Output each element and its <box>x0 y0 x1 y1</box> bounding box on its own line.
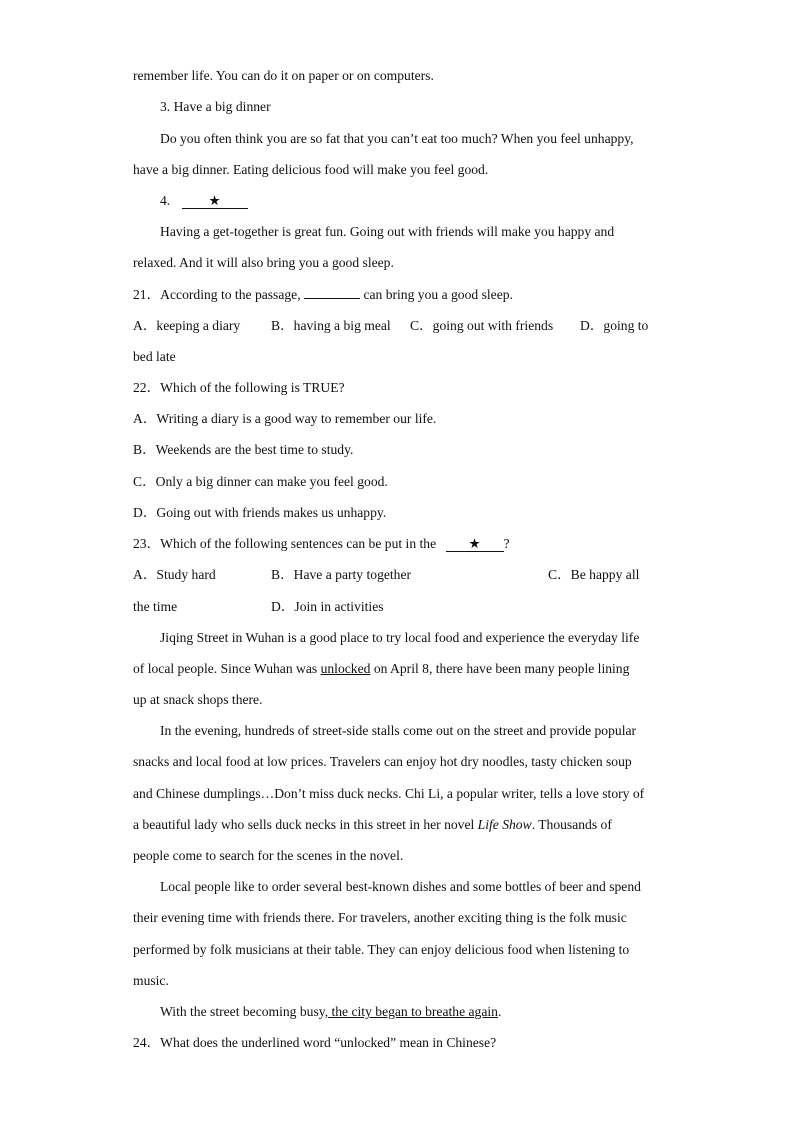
intro-line: remember life. You can do it on paper or on computers. <box>133 68 434 83</box>
option-a: A．keeping a diary <box>133 318 241 333</box>
tip-heading <box>160 192 248 210</box>
option-c: C．Be happy all <box>548 567 640 582</box>
question-text: 23．Which of the following sentences can be put in the <box>133 536 437 551</box>
option-c-continued: the time <box>133 599 178 614</box>
question-text: ? <box>503 536 510 551</box>
option-d: D．going to <box>580 318 649 333</box>
option-d: D．Join in activities <box>271 599 384 614</box>
tip-heading: 3. Have a big dinner <box>160 99 271 114</box>
passage-text: music. <box>133 973 169 988</box>
underlined-word: unlocked <box>320 661 371 676</box>
passage-text: and Chinese dumplings…Don’t miss duck necks. Chi Li, a popular writer, tells a love story of <box>133 786 645 801</box>
question-24-stem: 24．What does the underlined word “unlocked” mean in Chinese? <box>133 1035 497 1050</box>
passage-text: In the evening, hundreds of street-side stalls come out on the street and provide popular <box>160 723 637 738</box>
passage-text <box>133 816 612 834</box>
question-text: 21．According to the passage, <box>133 287 301 302</box>
option-b: B．Have a party together <box>271 567 412 582</box>
passage-text: their evening time with friends there. For travelers, another exciting thing is the folk music <box>133 910 627 925</box>
passage-text: a beautiful lady who sells duck necks in this street in her novel <box>133 817 478 832</box>
option-d: D．Going out with friends makes us unhappy. <box>133 505 387 520</box>
option-c: C．going out with friends <box>410 318 554 333</box>
passage-text <box>133 660 629 678</box>
passage-text: up at snack shops there. <box>133 692 263 707</box>
question-21-stem <box>133 286 513 304</box>
star-blank: ★ <box>446 536 504 552</box>
option-b: B．Weekends are the best time to study. <box>133 442 354 457</box>
novel-title: Life Show <box>477 817 532 832</box>
passage-text: With the street becoming busy <box>160 1004 325 1019</box>
passage-text: Jiqing Street in Wuhan is a good place to try local food and experience the everyday life <box>160 630 640 645</box>
passage-text: snacks and local food at low prices. Travelers can enjoy hot dry noodles, tasty chicken soup <box>133 754 632 769</box>
underlined-sentence: , the city began to breathe again <box>324 1004 498 1019</box>
passage-text: of local people. Since Wuhan was <box>133 661 321 676</box>
tip-number: 4. <box>160 193 171 208</box>
passage-text: Local people like to order several best-known dishes and some bottles of beer and spend <box>160 879 641 894</box>
tip-text: Having a get-together is great fun. Going out with friends will make you happy and <box>160 224 615 239</box>
option-c: C．Only a big dinner can make you feel good. <box>133 474 388 489</box>
passage-text: . <box>497 1004 502 1019</box>
tip-text: have a big dinner. Eating delicious food will make you feel good. <box>133 162 489 177</box>
passage-text: . Thousands of <box>531 817 612 832</box>
tip-text: relaxed. And it will also bring you a good sleep. <box>133 255 394 270</box>
passage-text: people come to search for the scenes in the novel. <box>133 848 404 863</box>
option-a: A．Writing a diary is a good way to remember our life. <box>133 411 437 426</box>
passage-text <box>160 1003 501 1021</box>
option-a: A．Study hard <box>133 567 216 582</box>
answer-blank <box>304 298 360 299</box>
passage-text: performed by folk musicians at their table. They can enjoy delicious food when listening to <box>133 942 630 957</box>
passage-text: on April 8, there have been many people lining <box>370 661 630 676</box>
option-b: B．having a big meal <box>271 318 391 333</box>
star-blank: ★ <box>182 193 248 209</box>
option-d-continued: bed late <box>133 349 176 364</box>
question-23-stem <box>133 535 510 553</box>
question-22-stem: 22．Which of the following is TRUE? <box>133 380 345 395</box>
tip-text: Do you often think you are so fat that you can’t eat too much? When you feel unhappy, <box>160 131 634 146</box>
question-text: can bring you a good sleep. <box>363 287 513 302</box>
